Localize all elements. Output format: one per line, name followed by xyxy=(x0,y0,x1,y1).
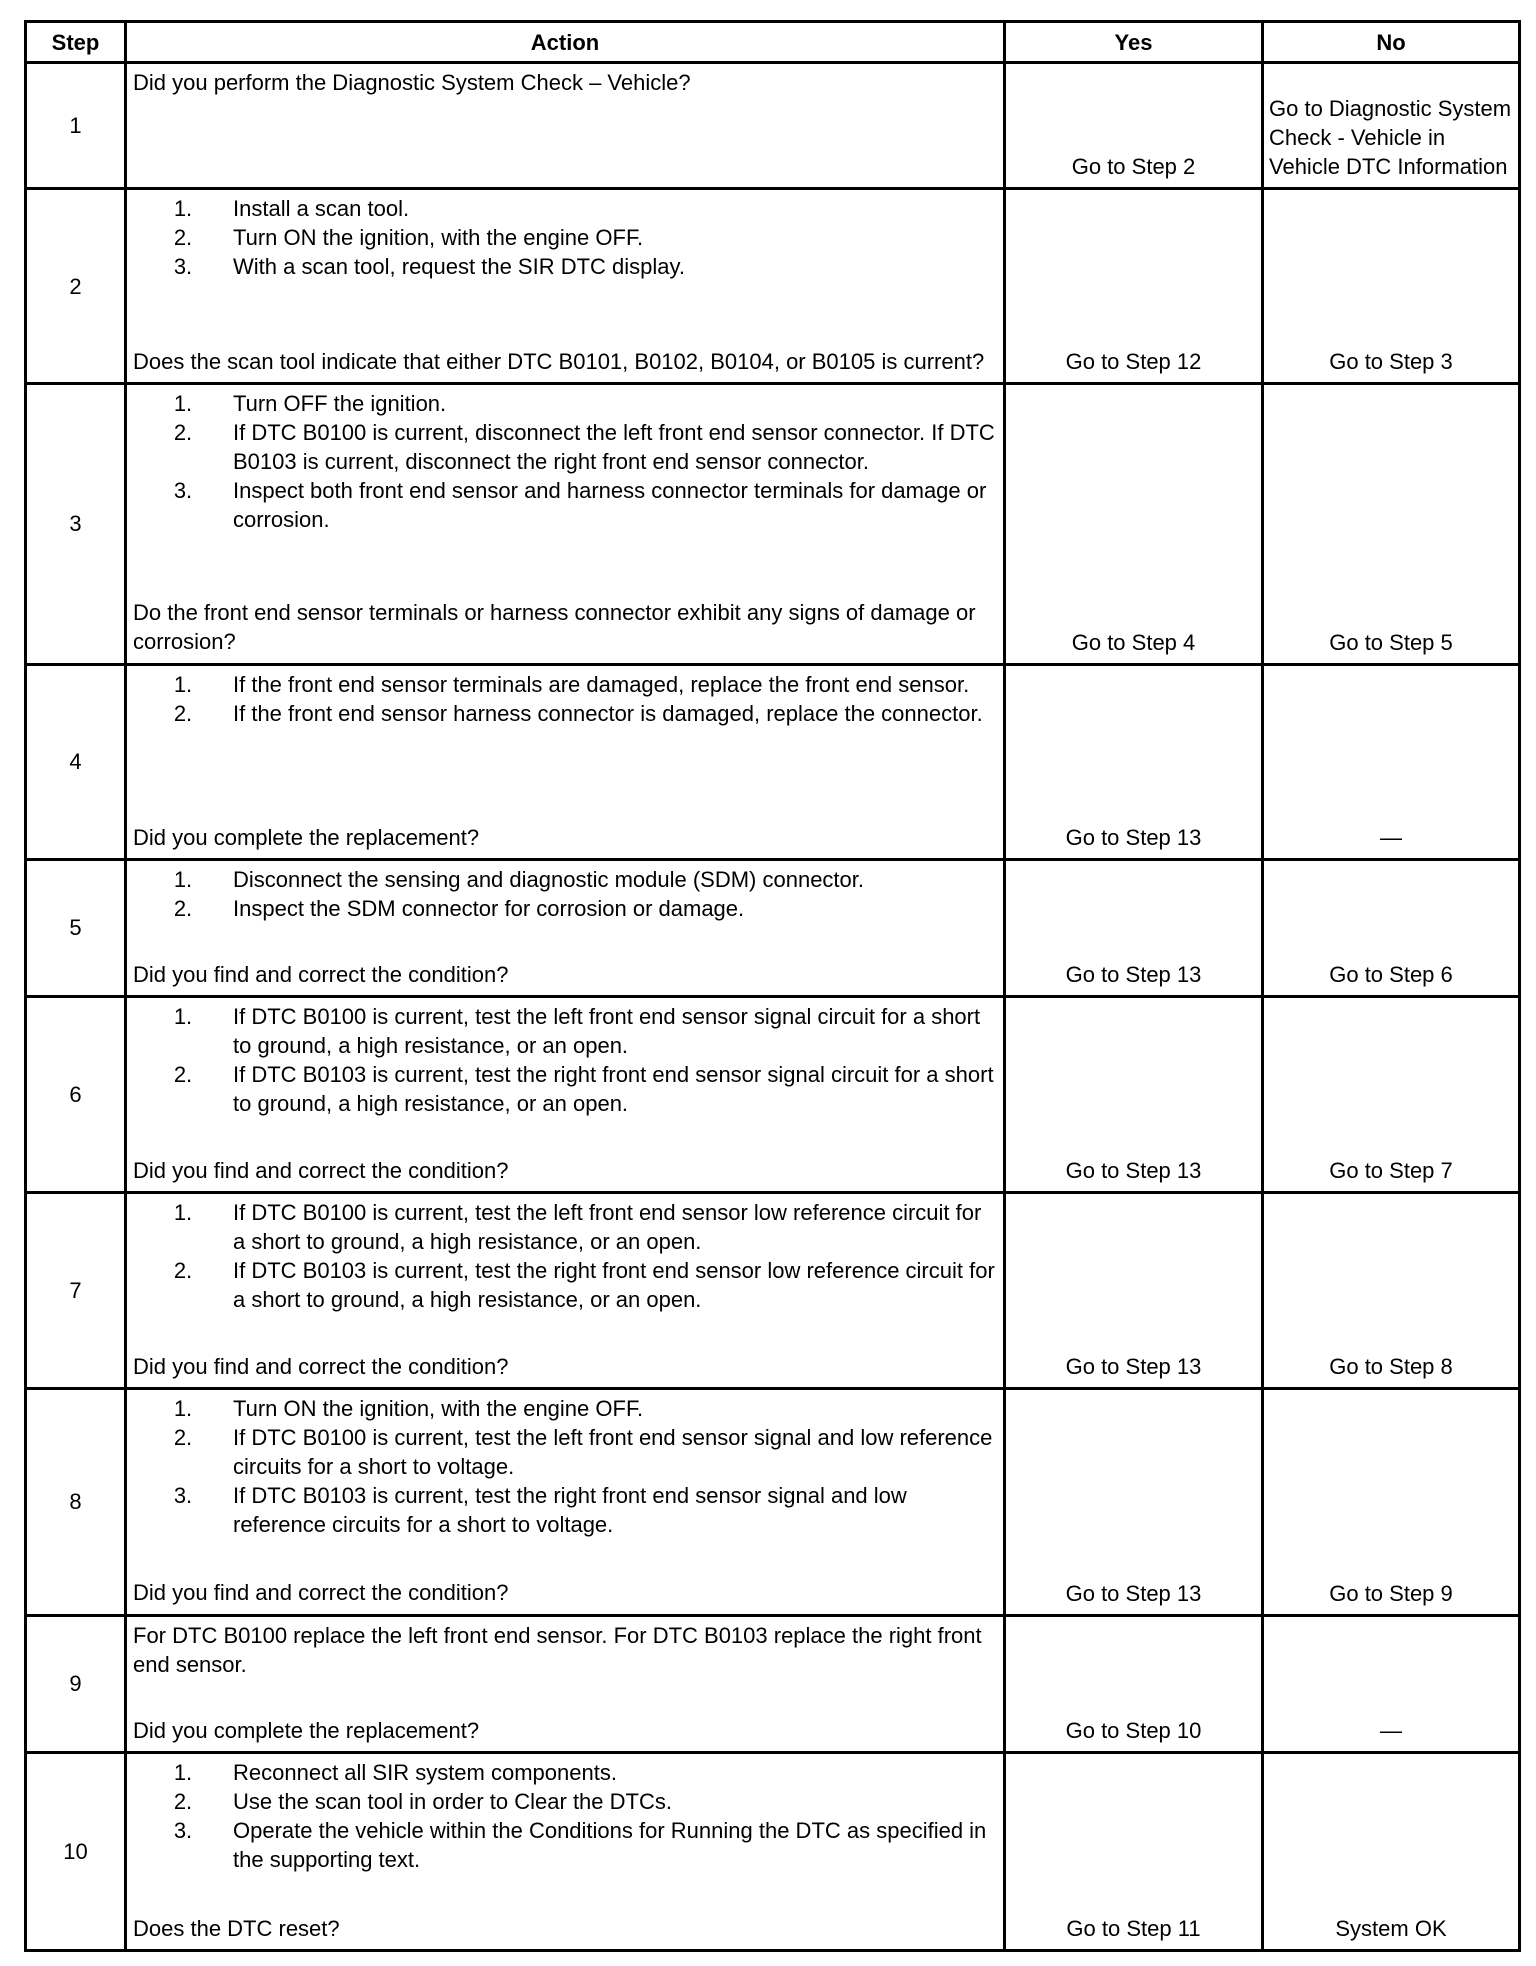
list-item-number: 3. xyxy=(173,478,193,504)
list-item-text: If DTC B0103 is current, test the right front end sensor signal circuit for a short to ground, a high resistance, or an open. xyxy=(233,1061,994,1116)
no-result: Go to Step 9 xyxy=(1263,1389,1520,1615)
list-item xyxy=(133,1758,997,1787)
action-cell xyxy=(126,189,1005,384)
step-number: 3 xyxy=(26,384,126,664)
action-content xyxy=(133,1621,997,1745)
action-list xyxy=(133,1002,997,1118)
list-item-text: If DTC B0103 is current, test the right front end sensor signal and low reference circuits for a short to voltage. xyxy=(233,1483,907,1538)
yes-result: Go to Step 13 xyxy=(1005,859,1263,996)
action-question: Did you find and correct the condition? xyxy=(133,1580,509,1606)
step-number: 1 xyxy=(26,63,126,189)
table-row xyxy=(26,664,1520,859)
list-item-text: Disconnect the sensing and diagnostic module (SDM) connector. xyxy=(233,866,865,892)
action-content xyxy=(133,389,997,656)
list-item-text: If DTC B0100 is current, test the left front end sensor signal circuit for a short to ground, a high resistance, or an open. xyxy=(233,1003,981,1058)
table-row xyxy=(26,859,1520,996)
list-item xyxy=(133,476,997,534)
list-item-number: 3. xyxy=(173,1817,193,1843)
action-list xyxy=(133,1758,997,1874)
list-item xyxy=(133,1787,997,1816)
list-item-number: 2. xyxy=(173,895,193,921)
action-content xyxy=(133,1002,997,1185)
yes-result: Go to Step 13 xyxy=(1005,664,1263,859)
action-list xyxy=(133,194,997,281)
no-result: Go to Diagnostic System Check - Vehicle in Vehicle DTC Information xyxy=(1263,63,1520,189)
list-item xyxy=(133,1002,997,1060)
header-yes: Yes xyxy=(1005,22,1263,63)
list-item-text: Turn ON the ignition, with the engine OFF. xyxy=(233,225,644,251)
header-row xyxy=(26,22,1520,63)
action-content xyxy=(133,1394,997,1607)
list-item-number: 1. xyxy=(173,1759,193,1785)
list-item xyxy=(133,223,997,252)
list-item-text: Use the scan tool in order to Clear the DTCs. xyxy=(233,1788,672,1814)
action-content xyxy=(133,1758,997,1943)
list-item xyxy=(133,389,997,418)
action-question: Does the DTC reset? xyxy=(133,1915,340,1941)
action-list xyxy=(133,670,997,728)
list-item-text: If DTC B0103 is current, test the right front end sensor low reference circuit for a short to ground, a high resistance, or an open. xyxy=(233,1258,995,1313)
header-no: No xyxy=(1263,22,1520,63)
action-cell xyxy=(126,1752,1005,1950)
step-number: 9 xyxy=(26,1615,126,1752)
yes-result: Go to Step 13 xyxy=(1005,1389,1263,1615)
list-item xyxy=(133,699,997,728)
action-cell xyxy=(126,996,1005,1192)
action-cell xyxy=(126,63,1005,189)
list-item-text: Install a scan tool. xyxy=(233,196,410,222)
yes-result: Go to Step 13 xyxy=(1005,996,1263,1192)
list-item-number: 2. xyxy=(173,225,193,251)
list-item-number: 1. xyxy=(173,866,193,892)
list-item-number: 1. xyxy=(173,391,193,417)
action-question: Did you complete the replacement? xyxy=(133,824,480,850)
action-cell xyxy=(126,1193,1005,1389)
list-item xyxy=(133,252,997,281)
step-number: 4 xyxy=(26,664,126,859)
action-list xyxy=(133,865,997,923)
action-list xyxy=(133,1394,997,1539)
yes-result: Go to Step 10 xyxy=(1005,1615,1263,1752)
list-item-text: Reconnect all SIR system components. xyxy=(233,1759,617,1785)
list-item-text: If the front end sensor terminals are damaged, replace the front end sensor. xyxy=(233,671,970,697)
list-item-text: With a scan tool, request the SIR DTC display. xyxy=(233,254,685,280)
action-cell xyxy=(126,859,1005,996)
action-content xyxy=(133,670,997,852)
list-item-text: Inspect the SDM connector for corrosion or damage. xyxy=(233,895,745,921)
list-item xyxy=(133,1256,997,1314)
no-result: System OK xyxy=(1263,1752,1520,1950)
list-item xyxy=(133,1394,997,1423)
diagnostic-table xyxy=(24,20,1521,1952)
list-item-number: 2. xyxy=(173,700,193,726)
step-number: 2 xyxy=(26,189,126,384)
list-item-number: 1. xyxy=(173,671,193,697)
action-question: Did you find and correct the condition? xyxy=(133,1157,509,1183)
yes-result: Go to Step 13 xyxy=(1005,1193,1263,1389)
no-result: Go to Step 5 xyxy=(1263,384,1520,664)
action-cell xyxy=(126,1389,1005,1615)
action-question: Did you complete the replacement? xyxy=(133,1717,480,1743)
no-result: Go to Step 6 xyxy=(1263,859,1520,996)
list-item-text: Turn ON the ignition, with the engine OFF. xyxy=(233,1396,644,1422)
step-number: 7 xyxy=(26,1193,126,1389)
list-item xyxy=(133,1816,997,1874)
list-item xyxy=(133,670,997,699)
list-item xyxy=(133,194,997,223)
action-content xyxy=(133,194,997,376)
list-item-text: Operate the vehicle within the Conditions for Running the DTC as specified in the supporting text. xyxy=(233,1817,987,1872)
list-item-number: 2. xyxy=(173,420,193,446)
no-result: Go to Step 8 xyxy=(1263,1193,1520,1389)
step-number: 5 xyxy=(26,859,126,996)
step-number: 6 xyxy=(26,996,126,1192)
list-item-number: 2. xyxy=(173,1258,193,1284)
action-cell xyxy=(126,664,1005,859)
header-step: Step xyxy=(26,22,126,63)
no-result: — xyxy=(1263,664,1520,859)
table-row xyxy=(26,1615,1520,1752)
action-question: Do the front end sensor terminals or harness connector exhibit any signs of damage or corrosion? xyxy=(133,600,976,655)
list-item-text: If DTC B0100 is current, disconnect the left front end sensor connector. If DTC B0103 is current, disconnect the right front end sensor connector. xyxy=(233,420,995,475)
table-row xyxy=(26,63,1520,189)
action-list xyxy=(133,389,997,534)
list-item-text: Turn OFF the ignition. xyxy=(233,391,447,417)
action-question: Did you find and correct the condition? xyxy=(133,1354,509,1380)
list-item-number: 3. xyxy=(173,254,193,280)
action-content xyxy=(133,1198,997,1381)
header-action: Action xyxy=(126,22,1005,63)
list-item-number: 2. xyxy=(173,1788,193,1814)
list-item xyxy=(133,1198,997,1256)
no-result: Go to Step 3 xyxy=(1263,189,1520,384)
yes-result: Go to Step 4 xyxy=(1005,384,1263,664)
list-item xyxy=(133,865,997,894)
list-item-text: If DTC B0100 is current, test the left front end sensor low reference circuit for a short to ground, a high resistance, or an open. xyxy=(233,1200,982,1255)
list-item xyxy=(133,1060,997,1118)
list-item-number: 2. xyxy=(173,1425,193,1451)
action-cell xyxy=(126,384,1005,664)
list-item-number: 1. xyxy=(173,1200,193,1226)
action-content xyxy=(133,865,997,989)
table-row xyxy=(26,384,1520,664)
list-item-text: If DTC B0100 is current, test the left front end sensor signal and low reference circuits for a short to voltage. xyxy=(233,1425,993,1480)
table-row xyxy=(26,1389,1520,1615)
list-item-text: If the front end sensor harness connector is damaged, replace the connector. xyxy=(233,700,983,726)
action-question: Does the scan tool indicate that either DTC B0101, B0102, B0104, or B0105 is current? xyxy=(133,349,985,375)
list-item xyxy=(133,418,997,476)
action-list xyxy=(133,1198,997,1314)
action-question: Did you find and correct the condition? xyxy=(133,961,509,987)
list-item-text: Inspect both front end sensor and harness connector terminals for damage or corrosion. xyxy=(233,478,987,533)
list-item xyxy=(133,894,997,923)
list-item xyxy=(133,1481,997,1539)
step-number: 8 xyxy=(26,1389,126,1615)
action-intro: Did you perform the Diagnostic System Check – Vehicle? xyxy=(133,70,691,95)
list-item xyxy=(133,1423,997,1481)
no-result: Go to Step 7 xyxy=(1263,996,1520,1192)
table-row xyxy=(26,996,1520,1192)
step-number: 10 xyxy=(26,1752,126,1950)
list-item-number: 2. xyxy=(173,1061,193,1087)
list-item-number: 1. xyxy=(173,1003,193,1029)
yes-result: Go to Step 12 xyxy=(1005,189,1263,384)
action-intro: For DTC B0100 replace the left front end sensor. For DTC B0103 replace the right front end sensor. xyxy=(133,1622,982,1677)
yes-result: Go to Step 11 xyxy=(1005,1752,1263,1950)
table-row xyxy=(26,1193,1520,1389)
no-result: — xyxy=(1263,1615,1520,1752)
table-row xyxy=(26,1752,1520,1950)
list-item-number: 1. xyxy=(173,196,193,222)
action-content xyxy=(133,68,997,181)
table-row xyxy=(26,189,1520,384)
yes-result: Go to Step 2 xyxy=(1005,63,1263,189)
action-cell xyxy=(126,1615,1005,1752)
list-item-number: 1. xyxy=(173,1396,193,1422)
list-item-number: 3. xyxy=(173,1483,193,1509)
